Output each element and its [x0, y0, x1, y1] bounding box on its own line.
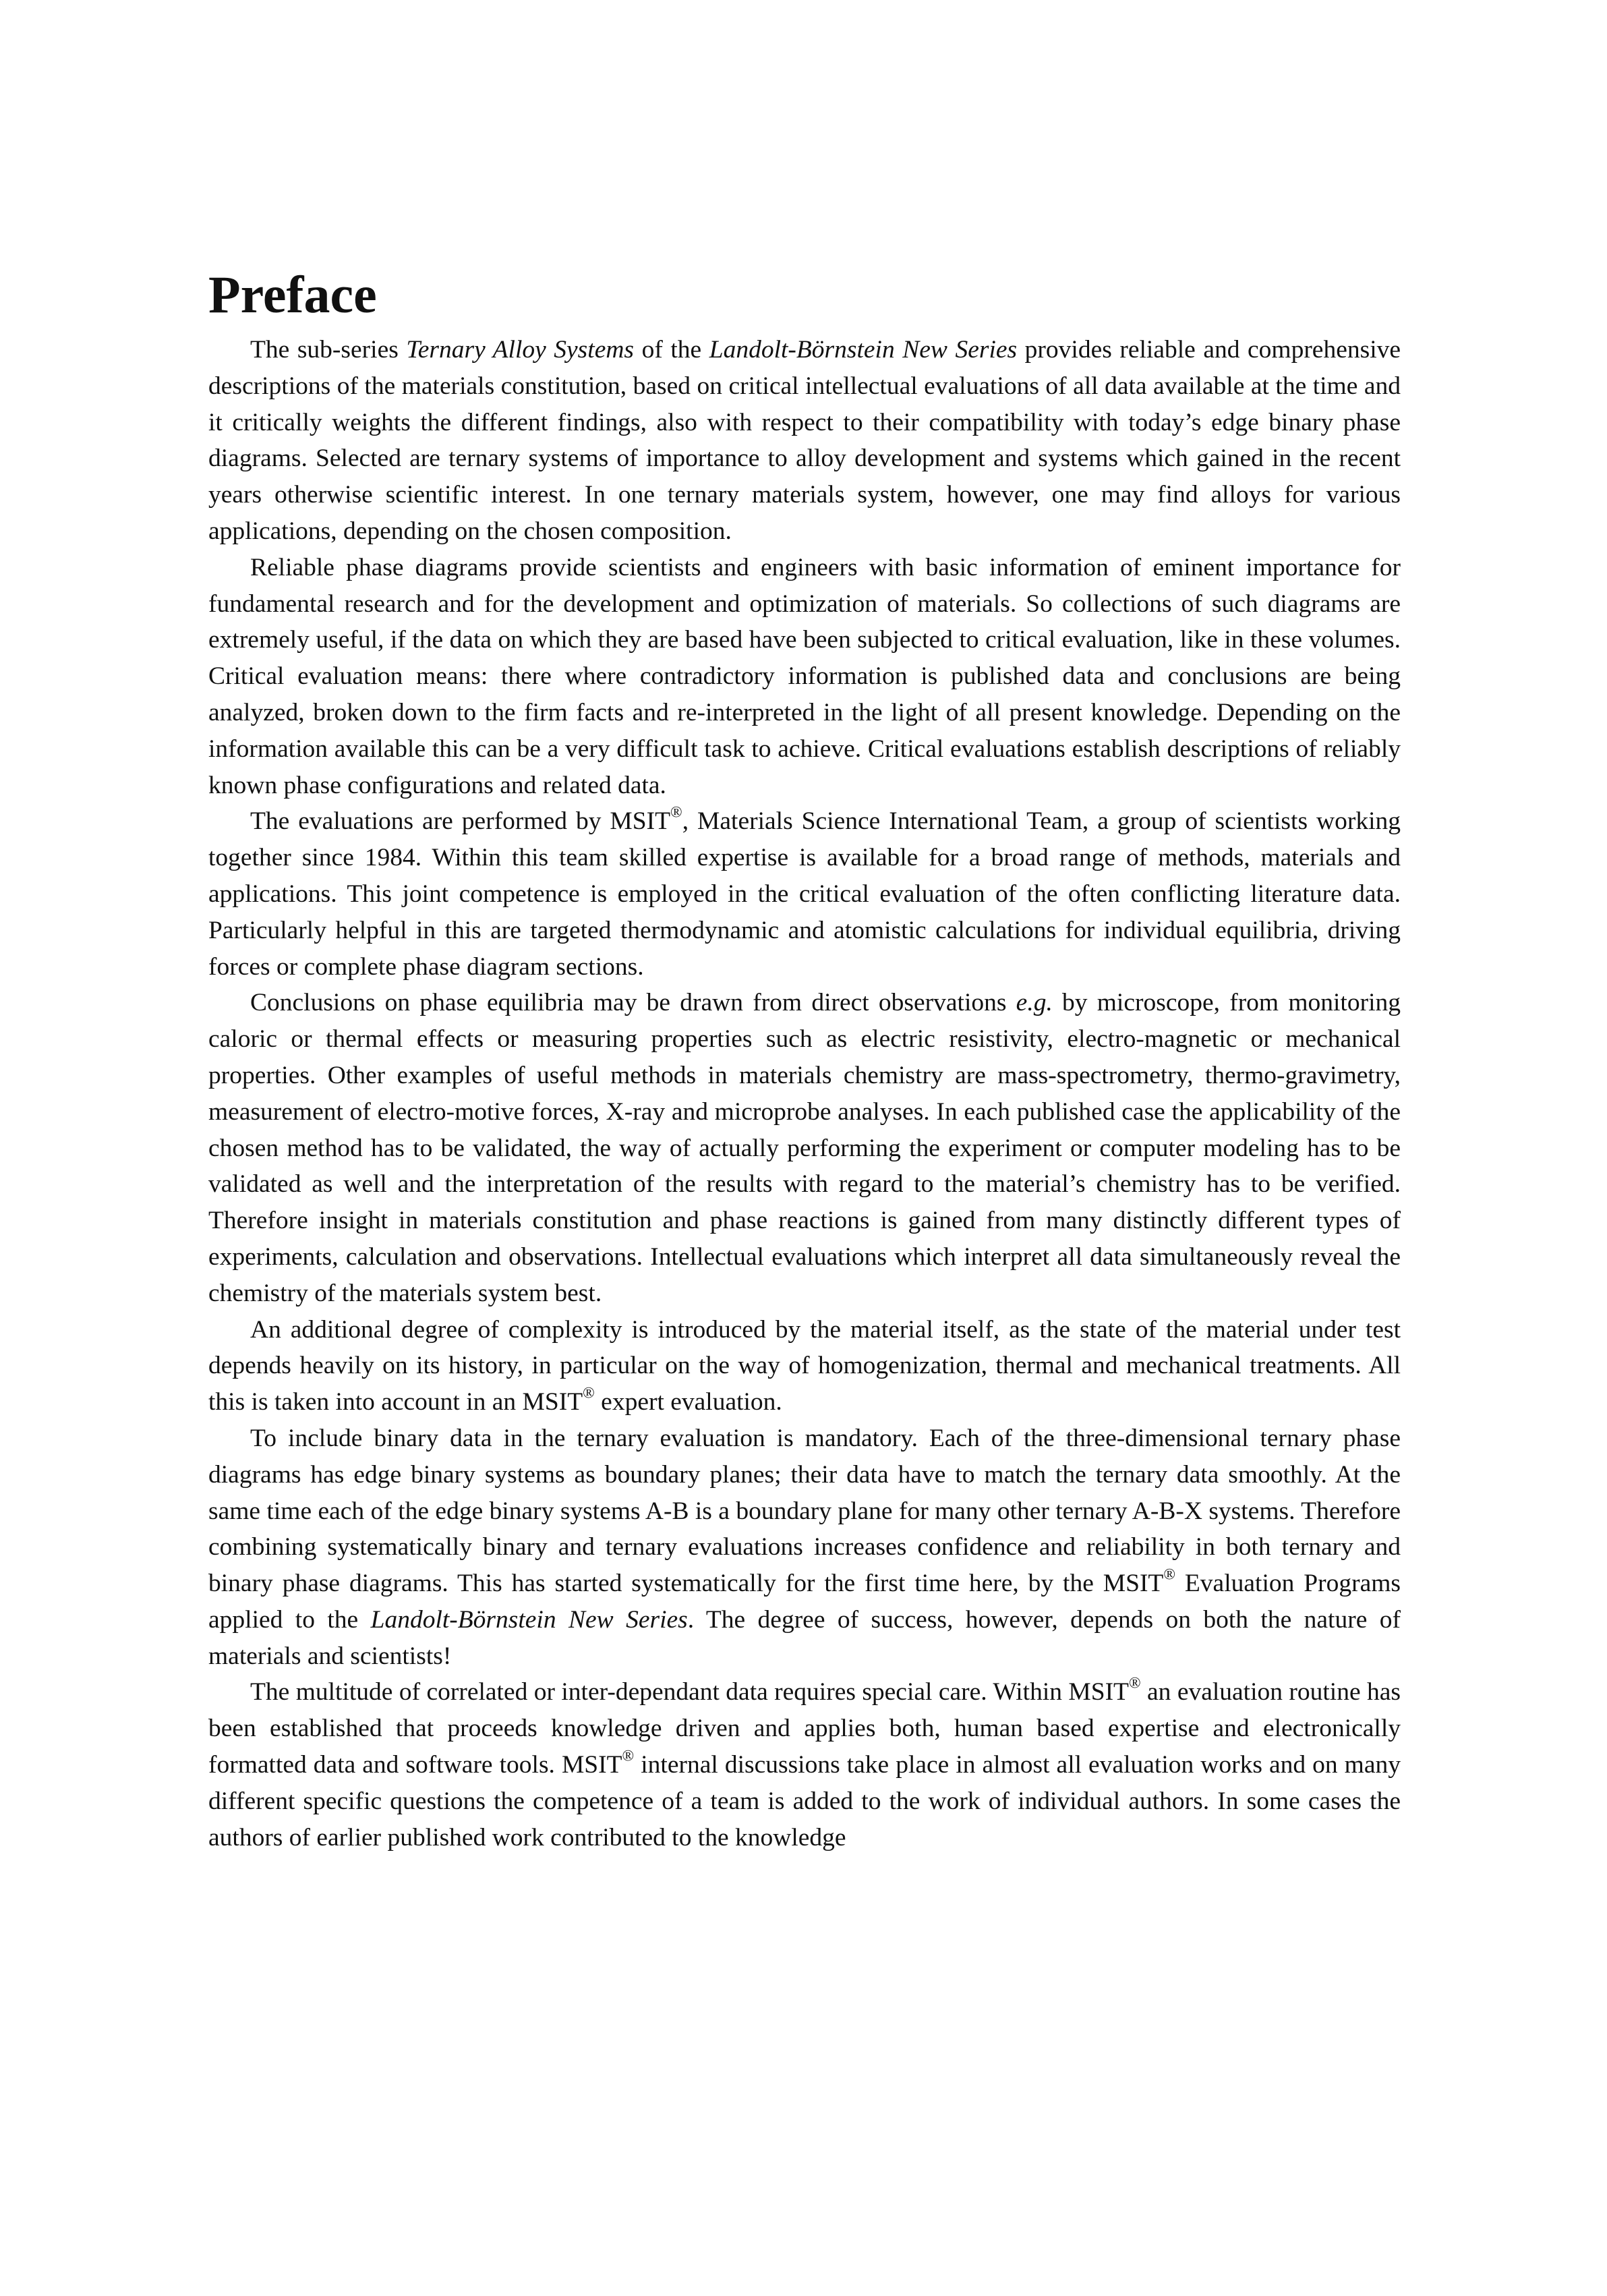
page-title: Preface	[208, 265, 377, 324]
registered-mark: ®	[670, 803, 682, 822]
text-run: of the	[634, 336, 709, 364]
text-run: The evaluations are performed by MSIT	[250, 807, 671, 836]
text-run: To include binary data in the ternary evaluation is mandatory. Each of the three-dimensional ternary phase diagrams has edge binary systems as boundary planes; their data have to match the ternary data smoothly. At the same time each of the edge binary systems A-B is a boundary plane for many other ternary A-B-X systems. Therefore combining systematically binary and ternary evaluations increases confidence and reliability in both ternary and binary phase diagrams. This has started systematically for the first time here, by the MSIT	[208, 1424, 1401, 1598]
text-run: Conclusions on phase equilibria may be drawn from direct observations	[250, 989, 1016, 1017]
body-text	[208, 332, 1401, 1856]
paragraph	[208, 985, 1401, 1311]
text-run: The multitude of correlated or inter-dependant data requires special care. Within MSIT	[250, 1678, 1129, 1706]
text-run: . The degree of success, however, depends on both the nature of materials and scientists!	[208, 1605, 1401, 1670]
text-run: expert evaluation.	[594, 1388, 782, 1416]
italic-text: Ternary Alloy Systems	[406, 336, 635, 364]
registered-mark: ®	[1163, 1566, 1176, 1584]
text-run: provides reliable and comprehensive descriptions of the materials constitution, based on critical intellectual evaluations of all data available at the time and it critically weights the different findings, also with respect to their compatibility with today’s edge binary phase diagrams. Selected are ternary systems of importance to alloy development and systems which gained in the recent years otherwise scientific interest. In one ternary materials system, however, one may find alloys for various applications, depending on the chosen composition.	[208, 336, 1401, 545]
registered-mark: ®	[583, 1384, 595, 1402]
paragraph	[208, 1674, 1401, 1856]
paragraph	[208, 550, 1401, 804]
paragraph	[208, 1420, 1401, 1675]
registered-mark: ®	[622, 1747, 635, 1765]
text-run: Reliable phase diagrams provide scientists and engineers with basic information of eminent importance for fundamental research and for the development and optimization of materials. So collections of such diagrams are extremely useful, if the data on which they are based have been subjected to critical evaluation, like in these volumes. Critical evaluation means: there where contradictory information is published data and conclusions are being analyzed, broken down to the firm facts and re-interpreted in the light of all present knowledge. Depending on the information available this can be a very difficult task to achieve. Critical evaluations establish descriptions of reliably known phase configurations and related data.	[208, 553, 1401, 799]
document-page	[208, 265, 1401, 1856]
text-run: Evaluation Programs applied to the	[208, 1570, 1401, 1634]
paragraph	[208, 332, 1401, 550]
text-run: An additional degree of complexity is introduced by the material itself, as the state of the material under test depends heavily on its history, in particular on the way of homogenization, thermal and mechanical treatments. All this is taken into account in an MSIT	[208, 1315, 1401, 1416]
text-run: The sub-series	[250, 336, 407, 364]
paragraph	[208, 803, 1401, 985]
text-run: internal discussions take place in almost all evaluation works and on many different specific questions the competence of a team is added to the work of individual authors. In some cases the authors of earlier published work contributed to the knowledge	[208, 1751, 1401, 1852]
text-run: by microscope, from monitoring caloric or thermal effects or measuring properties such as electric resistivity, electro-magnetic or mechanical properties. Other examples of useful methods in materials chemistry are mass-spectrometry, thermo-gravimetry, measurement of electro-motive forces, X-ray and microprobe analyses. In each published case the applicability of the chosen method has to be validated, the way of actually performing the experiment or computer modeling has to be validated as well and the interpretation of the results with regard to the material’s chemistry has to be verified. Therefore insight in materials constitution and phase reactions is gained from many distinctly different types of experiments, calculation and observations. Intellectual evaluations which interpret all data simultaneously reveal the chemistry of the materials system best.	[208, 989, 1401, 1307]
italic-text: e.g.	[1016, 989, 1053, 1017]
text-run: an evaluation routine has been established that proceeds knowledge driven and applies both, human based expertise and electronically formatted data and software tools. MSIT	[208, 1678, 1401, 1779]
italic-text: Landolt-Börnstein New Series	[370, 1605, 688, 1634]
paragraph	[208, 1312, 1401, 1420]
italic-text: Landolt-Börnstein New Series	[709, 336, 1018, 364]
text-run: , Materials Science International Team, a group of scientists working together since 1984. Within this team skilled expertise is available for a broad range of methods, materials and applications. This joint competence is employed in the critical evaluation of the often conflicting literature data. Particularly helpful in this are targeted thermodynamic and atomistic calculations for individual equilibria, driving forces or complete phase diagram sections.	[208, 807, 1401, 981]
registered-mark: ®	[1128, 1675, 1141, 1693]
